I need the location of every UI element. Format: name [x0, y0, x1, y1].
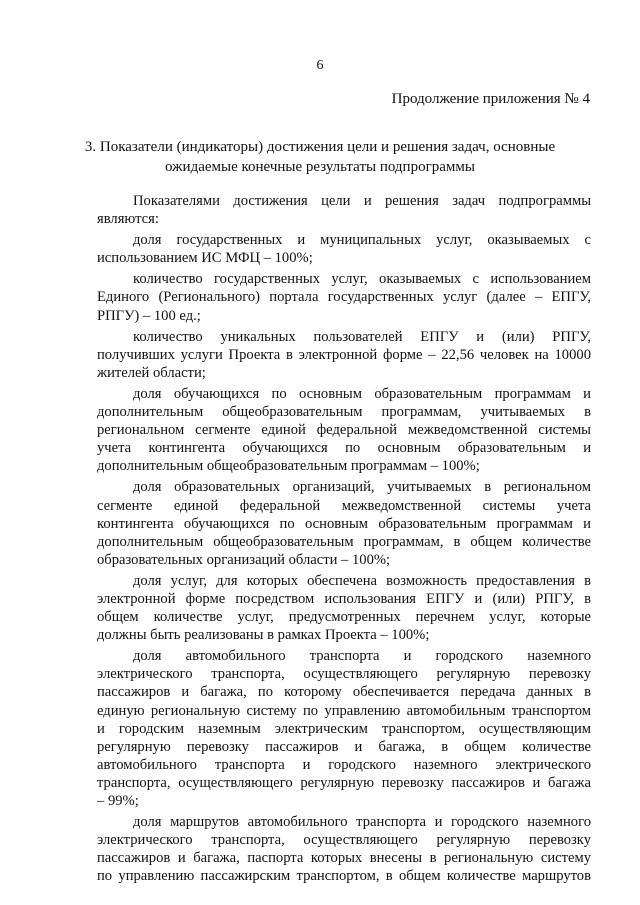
- paragraph-line: электрического транспорта, осуществляющего регулярную перевозку: [97, 666, 591, 683]
- paragraph-line: Показателями достижения цели и решения задач подпрограммы: [133, 193, 591, 209]
- paragraph-line: РПГУ) – 100 ед.;: [97, 307, 201, 324]
- paragraph-line: доля услуг, для которых обеспечена возможность предоставления в: [133, 572, 591, 589]
- paragraph-line: доля государственных и муниципальных услуг, оказываемых с: [133, 232, 591, 249]
- body-paragraph: [97, 813, 591, 885]
- paragraph-line: – 99%;: [97, 793, 139, 809]
- paragraph-line: контингента обучающихся по основным образовательным программам и: [97, 515, 591, 532]
- section-title-line: 3. Показатели (индикаторы) достижения цели и решения задач, основные: [84, 139, 556, 155]
- document-body: [97, 192, 591, 885]
- appendix-continuation-note: Продолжение приложения № 4: [391, 91, 590, 107]
- body-paragraph: [97, 270, 591, 324]
- paragraph-line: пассажиров и багажа, по которому обеспечивается передача данных в: [97, 684, 591, 701]
- paragraph-line: Единого (Регионального) портала государственных услуг (далее – ЕПГУ,: [97, 289, 591, 306]
- paragraph-line: и городским наземным электрическим транспортом, осуществляющим: [97, 720, 591, 737]
- paragraph-line: общем количестве услуг, предусмотренных перечнем услуг, которые: [97, 609, 591, 626]
- paragraph-line: доля маршрутов автомобильного транспорта и городского наземного: [133, 814, 591, 831]
- paragraph-line: являются:: [97, 211, 159, 228]
- body-paragraph: [97, 328, 591, 382]
- paragraph-line: по управлению пассажирским транспортом, в общем количестве маршрутов: [97, 868, 591, 885]
- paragraph-line: учета контингента обучающихся по основным образовательным и: [97, 440, 591, 457]
- paragraph-line: регулярную перевозку пассажиров и багажа, в общем количестве: [97, 738, 591, 755]
- body-paragraph: [97, 572, 591, 644]
- paragraph-line: доля образовательных организаций, учитываемых в региональном: [133, 479, 591, 496]
- body-paragraph: [97, 478, 591, 568]
- section-title: [70, 137, 570, 177]
- paragraph-line: дополнительным общеобразовательным программам – 100%;: [97, 458, 480, 475]
- paragraph-line: транспорта, осуществляющего регулярную перевозку пассажиров и багажа: [97, 774, 591, 791]
- paragraph-line: образовательных организаций области – 100%;: [97, 551, 391, 568]
- paragraph-line: сегменте единой федеральной межведомственной системы учета: [97, 497, 591, 514]
- paragraph-line: получивших услуги Проекта в электронной форме – 22,56 человек на 10000: [97, 346, 591, 363]
- paragraph-line: количество государственных услуг, оказываемых с использованием: [133, 271, 591, 288]
- paragraph-line: доля обучающихся по основным образовательным программам и: [133, 385, 591, 402]
- paragraph-line: автомобильного транспорта и городского наземного электрического: [97, 756, 591, 773]
- body-paragraph: [97, 231, 591, 267]
- body-paragraph: [97, 647, 591, 810]
- paragraph-line: электронной форме посредством использования ЕПГУ и (или) РПГУ, в: [97, 590, 591, 607]
- paragraph-line: единую региональную систему по управлению автомобильным транспортом: [97, 702, 591, 719]
- paragraph-line: электрического транспорта, осуществляющего регулярную перевозку: [97, 832, 591, 849]
- paragraph-line: количество уникальных пользователей ЕПГУ и (или) РПГУ,: [133, 328, 591, 345]
- body-paragraph: [97, 192, 591, 228]
- paragraph-line: дополнительным общеобразовательным программам, в общем количестве: [97, 533, 591, 550]
- paragraph-line: жителей области;: [97, 364, 206, 381]
- paragraph-line: региональном сегменте единой федеральной межведомственной системы: [97, 422, 591, 439]
- page-number: 6: [316, 58, 324, 73]
- paragraph-line: должны быть реализованы в рамках Проекта – 100%;: [97, 627, 430, 644]
- paragraph-line: пассажиров и багажа, паспорта которых внесены в региональную систему: [97, 850, 591, 867]
- section-title-line: ожидаемые конечные результаты подпрограммы: [165, 159, 475, 175]
- paragraph-line: дополнительным общеобразовательным программам, учитываемых в: [97, 404, 591, 421]
- paragraph-line: доля автомобильного транспорта и городского наземного: [133, 648, 591, 665]
- paragraph-line: использованием ИС МФЦ – 100%;: [97, 250, 313, 267]
- body-paragraph: [97, 385, 591, 475]
